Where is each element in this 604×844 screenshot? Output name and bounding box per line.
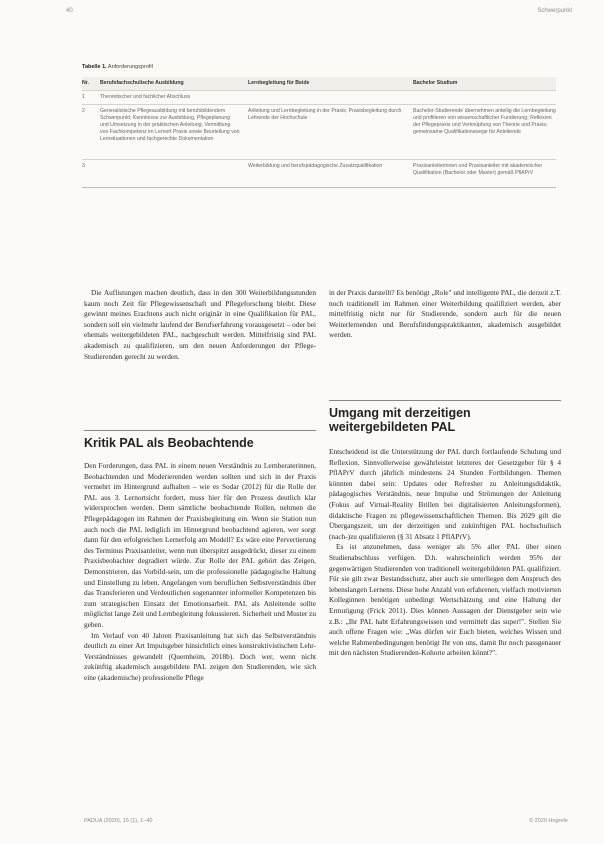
body-column-right-main bbox=[329, 447, 561, 659]
footer-copyright: © 2020 Hogrefe bbox=[529, 818, 568, 824]
paragraph: Im Verlauf von 40 Jahren Praxisanleitung hat sich das Selbstverständnis deutlich zu einer Art Impulsgeber hinsichtlich eines konstruktivistischen Lehr-Verständnisses gewandelt (Quernheim, 2018b). Doch wer, wenn nicht zukünftig akademisch ausgebildete PAL zeigen den Studierenden, wie sich eine (akademische) professionelle Pflege bbox=[84, 630, 316, 682]
table-cell: Generalistische Pflegeausbildung mit berufsbildendem Schwerpunkt; Kenntnisse zur Ausbildung, Pflegeplanung und Umsetzung in der praktischen Anleitung; Vermittlung von Fachkompetenz im Lernort Praxis sowie Beurteilung von Lernsituationen und fachgerechte Dokumentation bbox=[100, 108, 240, 143]
body-column-left-main bbox=[84, 461, 316, 683]
section-heading-text: Umgang mit derzeitigen weitergebildeten PAL bbox=[329, 406, 471, 434]
table-header-cell: Lernbegleitung für Beide bbox=[248, 80, 310, 86]
running-header: Schwerpunkt bbox=[537, 8, 572, 14]
table-header-cell: Nr. bbox=[82, 80, 89, 86]
paragraph: Es ist anzunehmen, dass weniger als 5% aller PAL über einen Studienabschluss verfügen. D.h. wahrscheinlich werden 95% der gegenwärtigen Studierenden von traditionell weitergebildeten PAL qualifiziert. Für sie gilt zwar Bestandsschutz, aber auch sie unterliegen dem Anspruch des lebenslangen Lernens. Diese hohe Anzahl von erfahrenen, vielfach motivierten Kolleginnen benötigen unbedingt Wertschätzung und eine Haltung der Ermutigung (Frick 2011). Dies können Aussagen der Dienstgeber sein wie z.B.: „Ihr PAL habt Erfahrungswissen und vermittelt das super!". Stellen Sie auch offene Fragen wie: „Was dürfen wir Euch bieten, welches Wissen und welche Rahmenbedingungen benötigt Ihr von uns, damit Ihr noch passgenauer mit den nächsten Studierenden-Kohorte arbeiten könnt?". bbox=[329, 542, 561, 658]
table-cell: Anleitung und Lernbegleitung in der Praxis; Praxisbegleitung durch Lehrende der Hochschule bbox=[248, 108, 402, 122]
requirements-table bbox=[82, 77, 556, 188]
page-number: 40 bbox=[66, 8, 73, 14]
footer-citation: PADUA (2020), 15 (1), 1–40 bbox=[84, 818, 153, 824]
table-caption bbox=[82, 64, 153, 70]
table-cell: Praxisanleiterinnen und Praxisanleiter mit akademischer Qualifikation (Bachelor oder Master) gemäß PflAPrV bbox=[413, 163, 543, 177]
table-caption-label: Tabelle 1. bbox=[82, 64, 107, 70]
table-header-row bbox=[82, 77, 556, 90]
table-cell: 1 bbox=[82, 94, 85, 101]
section-heading-umgang bbox=[329, 406, 561, 434]
section-rule bbox=[84, 430, 316, 431]
paragraph: in der Praxis darstellt? Es benötigt „Role" und intelligente PAL, die derzeit z.T. noch traditionell im Rahmen einer Weiterbildung qualifiziert werden, aber mittelfristig nicht nur für Studierende, sondern auch für die neuen Weiterlernenden und Berufsfindungspraktikanten, akademisch ausgebildet werden. bbox=[329, 288, 561, 340]
table-cell: Weiterbildung und berufspädagogische Zusatzqualifikation bbox=[248, 163, 383, 170]
section-rule bbox=[329, 400, 561, 401]
table-header-cell: Berufsfachschulische Ausbildung bbox=[100, 80, 184, 86]
table-header-cell: Bachelor Studium bbox=[413, 80, 458, 86]
section-heading-kritik bbox=[84, 436, 254, 450]
table-caption-text: Anforderungsprofil bbox=[107, 64, 153, 70]
table-row bbox=[82, 159, 556, 188]
body-column-left-intro bbox=[84, 288, 316, 362]
table-row bbox=[82, 90, 556, 104]
paragraph: Den Forderungen, dass PAL in einem neuen Verständnis zu Lernberaterinnen, Beobachtenden und Moderierenden werden sollten und sich in der Praxis vermehrt im Hintergrund aufhalten – wie es Sodar (2012) für die Rolle der PAL aus 3. Lernortsicht fordert, muss hier für den Prozess deutlich klar widersprochen werden. Denn sämtliche beobachtende Rollen, nehmen die Pflegepädagogen im Rahmen der Praxisbegleitung ein. Wenn sie Station nun auch noch die PAL lediglich im Hintergrund beobachtend agieren, wer sorgt dann für den erfolgreichen Lernerfolg am Modell? Es wäre eine Pervertierung des Terminus Praxisanleiter, wenn nun überspitzt ausgedrückt, dieser zu einem Praxisbeobachter degradiert würde. Zur Rolle der PAL gehört das Zeigen, Demonstrieren, das Vorbild-sein, um die professionelle pädagogische Haltung und Einstellung zu leben. Angefangen vom beruflichen Selbstverständnis über das Transferieren und Verdeutlichen sogenannter informeller Kompetenzen bis zum strategischen Einsatz der Emotionsarbeit. PAL als Anleitende sollte möglichst lange Zeit und Lernbegleitung fokussieren. Sicherheit und Muster zu geben. bbox=[84, 461, 316, 629]
table-cell: Theoretischer und fachlicher Abschluss bbox=[100, 94, 191, 101]
table-cell: 2 bbox=[82, 108, 85, 115]
paragraph: Die Auflistungen machen deutlich, dass in den 300 Weiterbildungsstunden kaum noch Zeit für Pflegewissenschaft und Pflegeforschung bleibt. Diese gewinnt meines Erachtens auch nicht originär in eine Qualifikation für PAL, sondern soll ein vielmehr laufend der Berufserfahrung vorausgesetzt – oder bei ehemals weitergebildeten PAL, nachgeschult werden. Mittelfristig sind PAL akademisch zu qualifizieren, um den neuen Anforderungen der Pflege-Studierenden gerecht zu werden. bbox=[84, 288, 316, 361]
table-row bbox=[82, 104, 556, 159]
body-column-right-intro bbox=[329, 288, 561, 341]
table-cell bbox=[248, 94, 413, 101]
table-cell bbox=[100, 163, 248, 177]
table-cell: Bachelor-Studierende übernehmen anteilig die Lernbegleitung und profitieren von wissenschaftlicher Fundierung; Reflexion der Pflegepraxis und Verknüpfung von Theorie und Praxis; gemeinsame Qualifikationswege für Anleitende bbox=[413, 108, 556, 136]
section-heading-text: Kritik PAL als Beobachtende bbox=[84, 436, 254, 450]
paragraph: Entscheidend ist die Unterstützung der PAL durch fortlaufende Schulung und Reflexion. Sinnvollerweise gewährleistet letzteres der Gesetzgeber für § 4 PflAPrV durch jährlich mindestens 24 Stunden Fortbildungen. Themen könnten dabei sein: Updates oder Refresher zu Anleitungsdidaktik, pädagogisches Verständnis, neue Impulse und Strömungen der Anleitung (Fokus auf Virtual-Reality Brillen bei digitalisierten Anleitungsformen), didaktische Fragen zu pflegewissenschaftlichen Themen. Bis 2029 gilt die Übergangszeit, um der derzeitigen und zukünftigen PAL hochschulisch (nach-)zu qualifizieren (§ 31 Absatz 1 PflAPrV). bbox=[329, 447, 561, 541]
table-cell: 3 bbox=[82, 163, 85, 170]
table-cell bbox=[413, 94, 556, 101]
